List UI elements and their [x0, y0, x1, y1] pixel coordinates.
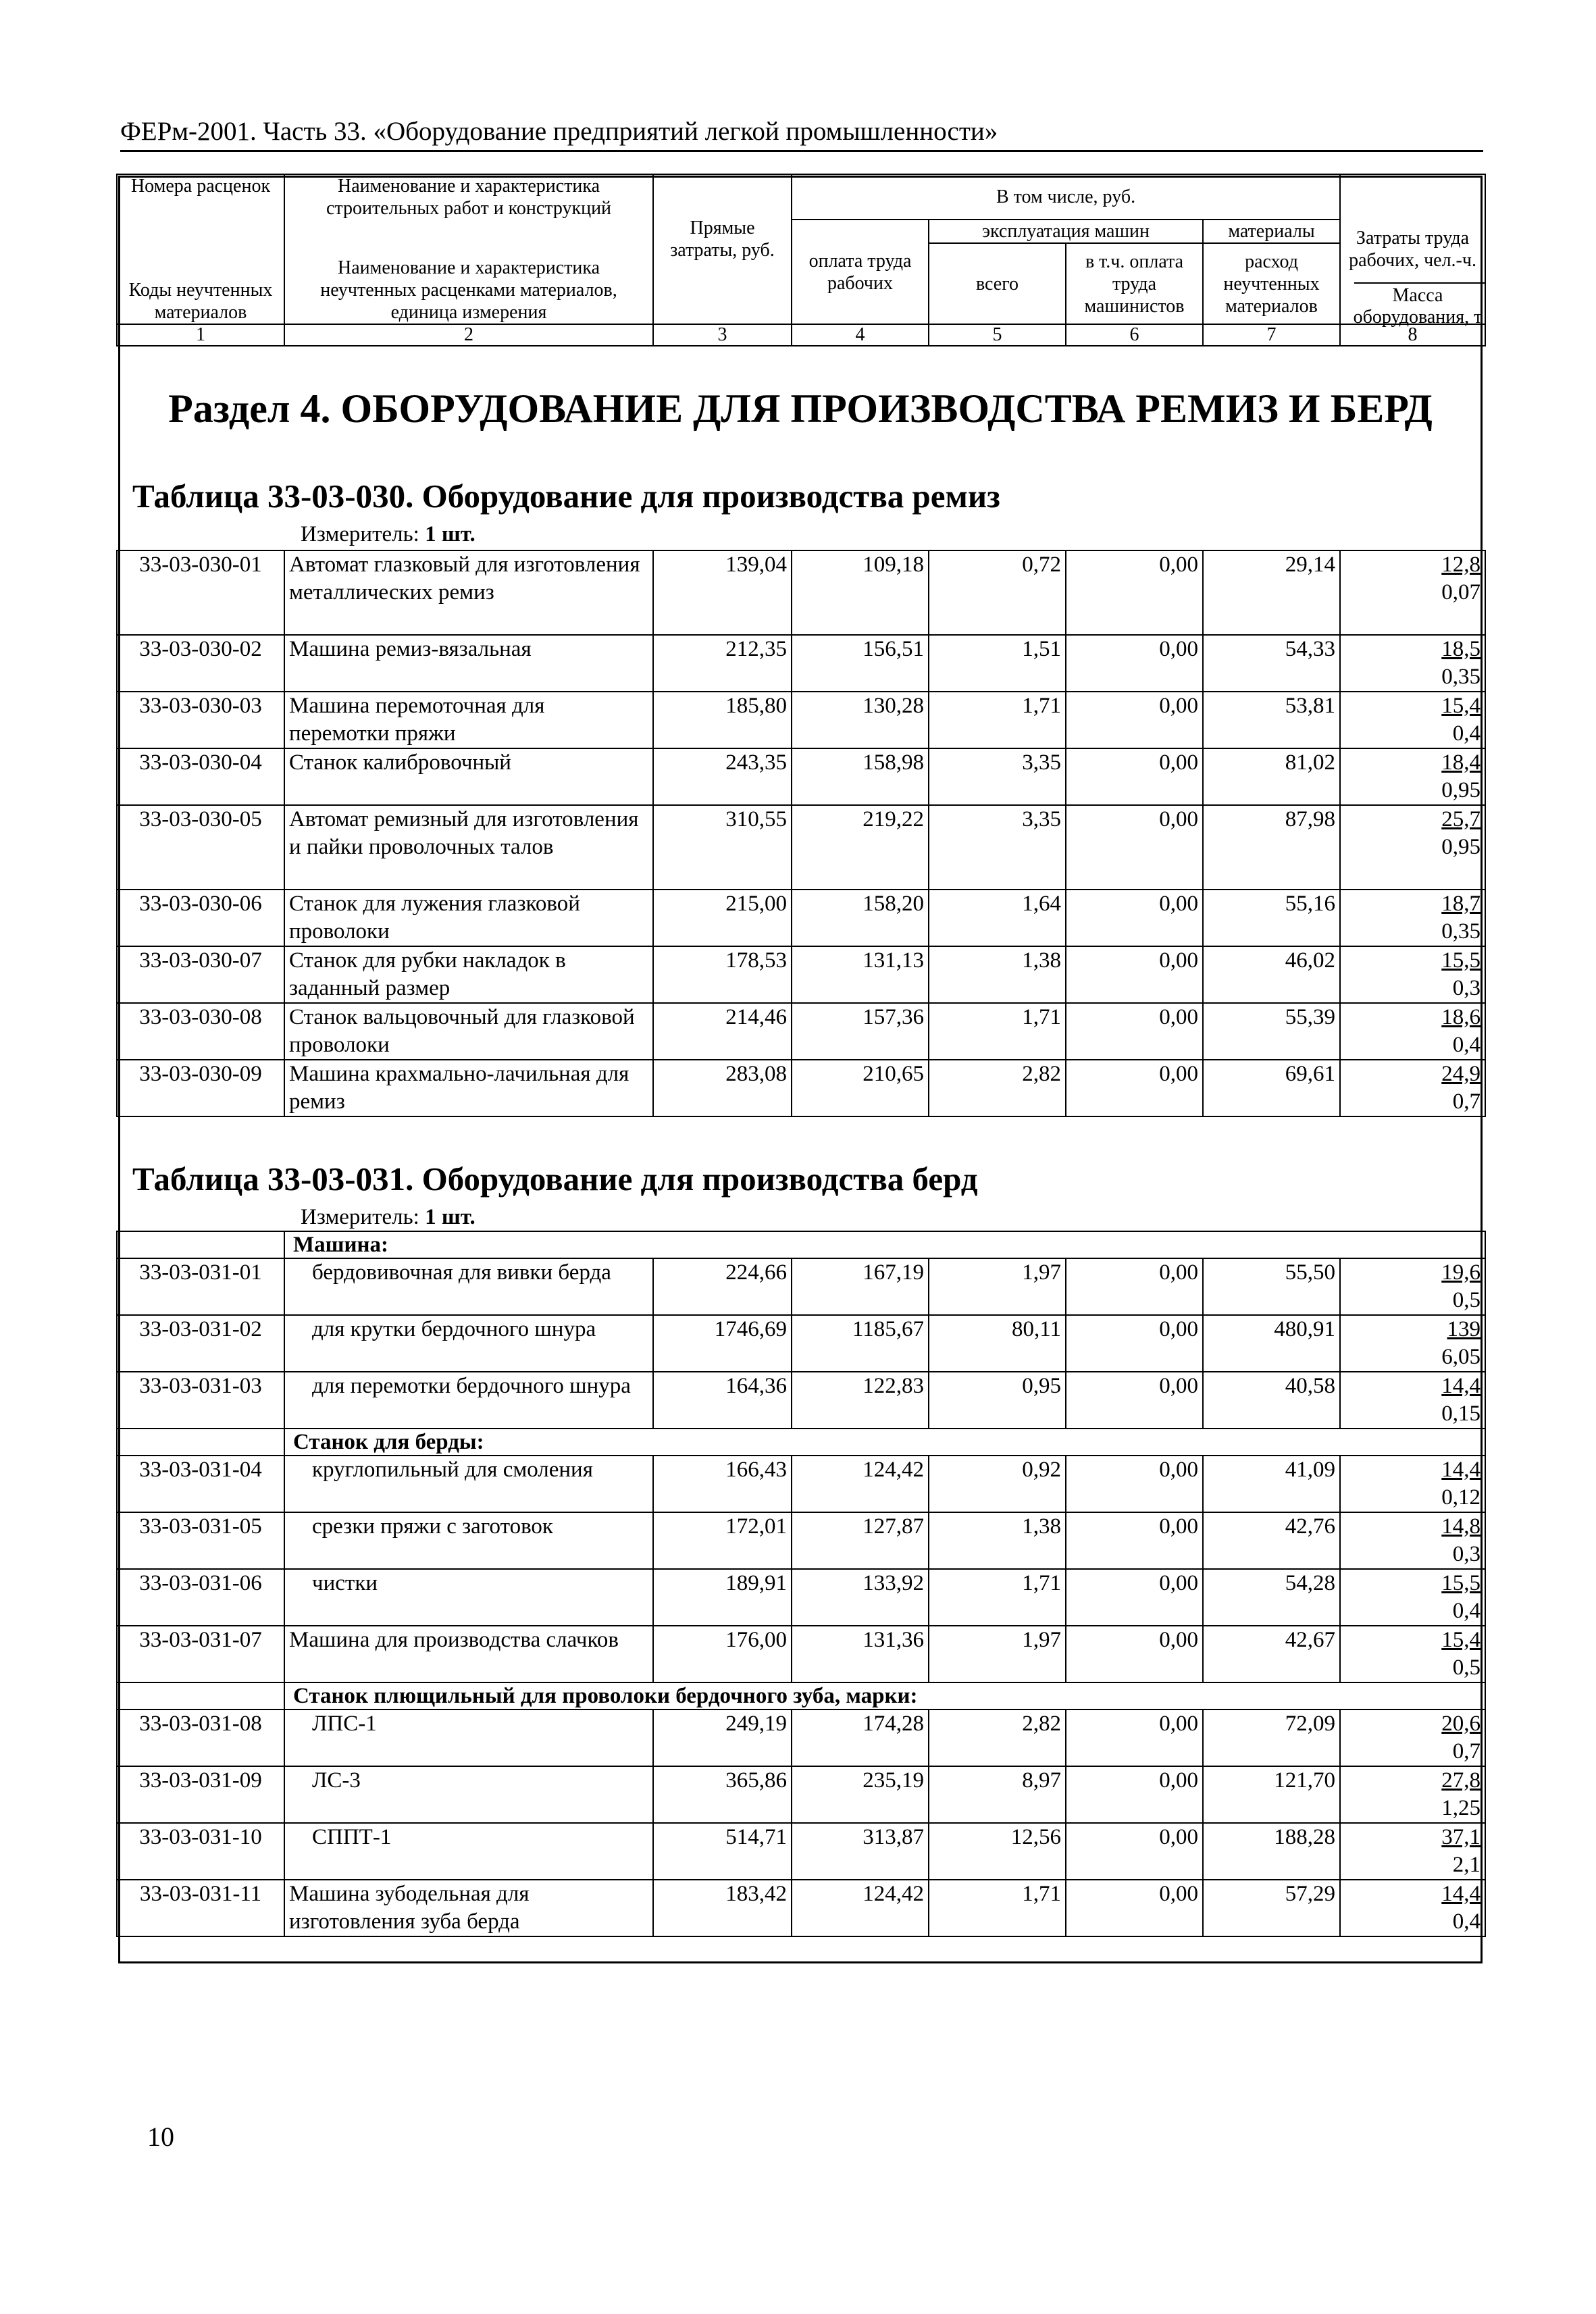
direct-costs: 178,53 [653, 946, 792, 1003]
labor-and-mass [1340, 748, 1485, 805]
table-row [117, 1709, 1485, 1766]
material-costs: 41,09 [1203, 1456, 1340, 1512]
equipment-mass: 0,35 [1441, 919, 1481, 944]
header-work-name: Наименование и характеристика строительных работ и конструкций [284, 174, 653, 220]
machinist-wages: 0,00 [1066, 1823, 1203, 1880]
rate-code: 33-03-030-02 [117, 635, 284, 692]
meter-value: 1 шт. [425, 1205, 475, 1229]
work-name: Машина ремиз-вязальная [284, 635, 653, 692]
labor-costs: 27,8 [1441, 1768, 1481, 1793]
work-name: Машина крахмально-лачильная для ремиз [284, 1060, 653, 1116]
material-costs: 40,58 [1203, 1372, 1340, 1429]
machine-costs: 0,92 [929, 1456, 1066, 1512]
material-costs: 54,33 [1203, 635, 1340, 692]
labor-costs: 19,6 [1441, 1260, 1481, 1285]
labor-costs: 24,9 [1441, 1062, 1481, 1086]
header-labor-costs: Затраты труда рабочих, чел.-ч. [1340, 174, 1485, 324]
header-mass-divider [1354, 282, 1485, 284]
equipment-mass: 0,3 [1452, 976, 1481, 1000]
equipment-mass: 0,95 [1441, 778, 1481, 802]
machinist-wages: 0,00 [1066, 692, 1203, 748]
worker-wages: 210,65 [792, 1060, 929, 1116]
machine-costs: 1,38 [929, 946, 1066, 1003]
direct-costs: 215,00 [653, 890, 792, 946]
material-costs: 188,28 [1203, 1823, 1340, 1880]
direct-costs: 1746,69 [653, 1315, 792, 1372]
worker-wages: 1185,67 [792, 1315, 929, 1372]
machinist-wages: 0,00 [1066, 805, 1203, 890]
work-name: Машина зубодельная для изготовления зуба берда [284, 1880, 653, 1936]
machinist-wages: 0,00 [1066, 890, 1203, 946]
direct-costs: 172,01 [653, 1512, 792, 1569]
meter-label: Измеритель: [301, 1205, 419, 1229]
labor-and-mass [1340, 1766, 1485, 1823]
worker-wages: 109,18 [792, 550, 929, 635]
rate-code: 33-03-031-05 [117, 1512, 284, 1569]
rate-code: 33-03-031-10 [117, 1823, 284, 1880]
equipment-mass: 0,12 [1441, 1485, 1481, 1510]
table2-meter [301, 1204, 475, 1231]
machine-costs: 1,64 [929, 890, 1066, 946]
meter-label: Измеритель: [301, 522, 419, 546]
running-header: ФЕРм-2001. Часть 33. «Оборудование предприятий легкой промышленности» [120, 117, 998, 146]
work-name: ЛС-3 [284, 1766, 653, 1823]
rate-code: 33-03-030-06 [117, 890, 284, 946]
work-name: Автомат глазковый для изготовления металлических ремиз [284, 550, 653, 635]
labor-and-mass [1340, 1315, 1485, 1372]
rate-code: 33-03-031-06 [117, 1569, 284, 1626]
labor-costs: 15,4 [1441, 1628, 1481, 1652]
equipment-mass: 0,15 [1441, 1402, 1481, 1426]
labor-costs: 18,5 [1441, 637, 1481, 661]
table-header [116, 174, 1486, 346]
header-material-consumption: расход неучтенных материалов [1203, 243, 1340, 324]
table-row [117, 635, 1485, 692]
rate-code: 33-03-030-08 [117, 1003, 284, 1060]
table1-body [116, 550, 1486, 1117]
labor-costs: 14,4 [1441, 1882, 1481, 1906]
worker-wages: 157,36 [792, 1003, 929, 1060]
labor-and-mass [1340, 550, 1485, 635]
worker-wages: 156,51 [792, 635, 929, 692]
rate-code: 33-03-031-03 [117, 1372, 284, 1429]
direct-costs: 243,35 [653, 748, 792, 805]
column-number: 5 [929, 324, 1066, 346]
machine-costs: 0,95 [929, 1372, 1066, 1429]
material-costs: 54,28 [1203, 1569, 1340, 1626]
subheading-spacer [117, 1682, 284, 1709]
machine-costs: 1,71 [929, 1569, 1066, 1626]
labor-and-mass [1340, 946, 1485, 1003]
worker-wages: 219,22 [792, 805, 929, 890]
work-name: для крутки бердочного шнура [284, 1315, 653, 1372]
worker-wages: 133,92 [792, 1569, 929, 1626]
rate-code: 33-03-031-11 [117, 1880, 284, 1936]
rate-code: 33-03-031-04 [117, 1456, 284, 1512]
subheading-spacer [117, 1231, 284, 1258]
material-costs: 57,29 [1203, 1880, 1340, 1936]
worker-wages: 131,13 [792, 946, 929, 1003]
material-costs: 81,02 [1203, 748, 1340, 805]
header-material-name: Наименование и характеристика неучтенных расценками материалов, единица измерения [284, 220, 653, 324]
table-row [117, 1372, 1485, 1429]
worker-wages: 174,28 [792, 1709, 929, 1766]
work-name: Станок для лужения глазковой проволоки [284, 890, 653, 946]
material-costs: 69,61 [1203, 1060, 1340, 1116]
direct-costs: 189,91 [653, 1569, 792, 1626]
rate-code: 33-03-030-07 [117, 946, 284, 1003]
material-costs: 55,50 [1203, 1258, 1340, 1315]
machine-costs: 1,38 [929, 1512, 1066, 1569]
rate-code: 33-03-031-01 [117, 1258, 284, 1315]
rate-code: 33-03-031-08 [117, 1709, 284, 1766]
work-name: Машина перемоточная для перемотки пряжи [284, 692, 653, 748]
machine-costs: 1,71 [929, 692, 1066, 748]
labor-and-mass [1340, 1512, 1485, 1569]
work-name: Машина для производства слачков [284, 1626, 653, 1682]
direct-costs: 164,36 [653, 1372, 792, 1429]
work-name: СППТ-1 [284, 1823, 653, 1880]
header-rate-numbers: Номера расценок [117, 174, 284, 220]
subheading-row [117, 1682, 1485, 1709]
equipment-mass: 0,5 [1452, 1288, 1481, 1312]
labor-costs: 12,8 [1441, 552, 1481, 577]
equipment-mass: 0,7 [1452, 1739, 1481, 1764]
table-row [117, 890, 1485, 946]
header-rule [120, 150, 1483, 152]
direct-costs: 514,71 [653, 1823, 792, 1880]
worker-wages: 158,98 [792, 748, 929, 805]
table-row [117, 1003, 1485, 1060]
direct-costs: 176,00 [653, 1626, 792, 1682]
labor-and-mass [1340, 1709, 1485, 1766]
machinist-wages: 0,00 [1066, 550, 1203, 635]
material-costs: 55,16 [1203, 890, 1340, 946]
column-number: 6 [1066, 324, 1203, 346]
column-number: 4 [792, 324, 929, 346]
equipment-mass: 0,4 [1452, 1909, 1481, 1934]
machinist-wages: 0,00 [1066, 1456, 1203, 1512]
equipment-mass: 0,07 [1441, 580, 1481, 605]
labor-and-mass [1340, 1823, 1485, 1880]
table-row [117, 1823, 1485, 1880]
rate-code: 33-03-030-09 [117, 1060, 284, 1116]
table-row [117, 1060, 1485, 1116]
labor-and-mass [1340, 692, 1485, 748]
rate-code: 33-03-031-09 [117, 1766, 284, 1823]
header-materials: материалы [1203, 220, 1340, 243]
table2-body [116, 1231, 1486, 1937]
header-direct-costs: Прямые затраты, руб. [653, 174, 792, 324]
machinist-wages: 0,00 [1066, 1709, 1203, 1766]
column-number: 8 [1340, 324, 1485, 346]
material-costs: 42,76 [1203, 1512, 1340, 1569]
direct-costs: 139,04 [653, 550, 792, 635]
direct-costs: 214,46 [653, 1003, 792, 1060]
machine-costs: 0,72 [929, 550, 1066, 635]
labor-and-mass [1340, 805, 1485, 890]
column-number: 2 [284, 324, 653, 346]
labor-and-mass [1340, 1626, 1485, 1682]
machine-costs: 80,11 [929, 1315, 1066, 1372]
labor-costs: 15,4 [1441, 694, 1481, 718]
work-name: Автомат ремизный для изготовления и пайки проволочных талов [284, 805, 653, 890]
subheading-row [117, 1231, 1485, 1258]
worker-wages: 127,87 [792, 1512, 929, 1569]
header-worker-wages: оплата труда рабочих [792, 220, 929, 324]
material-costs: 72,09 [1203, 1709, 1340, 1766]
machinist-wages: 0,00 [1066, 1060, 1203, 1116]
labor-costs: 18,4 [1441, 750, 1481, 775]
worker-wages: 130,28 [792, 692, 929, 748]
equipment-mass: 1,25 [1441, 1796, 1481, 1820]
machine-costs: 3,35 [929, 805, 1066, 890]
machinist-wages: 0,00 [1066, 748, 1203, 805]
rate-code: 33-03-030-03 [117, 692, 284, 748]
labor-and-mass [1340, 1372, 1485, 1429]
equipment-mass: 0,5 [1452, 1655, 1481, 1680]
work-name: срезки пряжи с заготовок [284, 1512, 653, 1569]
table-row [117, 748, 1485, 805]
table-row [117, 1258, 1485, 1315]
material-costs: 46,02 [1203, 946, 1340, 1003]
direct-costs: 224,66 [653, 1258, 792, 1315]
machinist-wages: 0,00 [1066, 1512, 1203, 1569]
table-row [117, 550, 1485, 635]
direct-costs: 283,08 [653, 1060, 792, 1116]
labor-and-mass [1340, 1456, 1485, 1512]
table-row [117, 805, 1485, 890]
worker-wages: 167,19 [792, 1258, 929, 1315]
machine-costs: 2,82 [929, 1709, 1066, 1766]
labor-costs: 18,7 [1441, 892, 1481, 916]
material-costs: 87,98 [1203, 805, 1340, 890]
table-row [117, 1512, 1485, 1569]
machine-costs: 1,97 [929, 1258, 1066, 1315]
subheading: Станок для берды: [284, 1429, 1485, 1456]
meter-value: 1 шт. [425, 522, 475, 546]
equipment-mass: 0,35 [1441, 665, 1481, 689]
header-material-codes: Коды неучтенных материалов [117, 220, 284, 324]
work-name: ЛПС-1 [284, 1709, 653, 1766]
machinist-wages: 0,00 [1066, 1258, 1203, 1315]
direct-costs: 166,43 [653, 1456, 792, 1512]
labor-costs: 20,6 [1441, 1712, 1481, 1736]
machinist-wages: 0,00 [1066, 635, 1203, 692]
work-name: Станок калибровочный [284, 748, 653, 805]
labor-costs: 139 [1447, 1317, 1481, 1341]
rate-code: 33-03-031-07 [117, 1626, 284, 1682]
rate-code: 33-03-030-01 [117, 550, 284, 635]
direct-costs: 185,80 [653, 692, 792, 748]
header-machinist-wages: в т.ч. оплата труда машинистов [1066, 243, 1203, 324]
column-number: 7 [1203, 324, 1340, 346]
rate-code: 33-03-030-05 [117, 805, 284, 890]
machinist-wages: 0,00 [1066, 1315, 1203, 1372]
page-number: 10 [147, 2122, 174, 2152]
equipment-mass: 0,4 [1452, 721, 1481, 746]
work-name: для перемотки бердочного шнура [284, 1372, 653, 1429]
rate-code: 33-03-031-02 [117, 1315, 284, 1372]
equipment-mass: 6,05 [1441, 1345, 1481, 1369]
header-including-group: В том числе, руб. [792, 174, 1340, 220]
machine-costs: 1,51 [929, 635, 1066, 692]
subheading: Станок плющильный для проволоки бердочного зуба, марки: [284, 1682, 1485, 1709]
header-equipment-mass: Масса оборудования, т [1353, 285, 1483, 328]
rate-code: 33-03-030-04 [117, 748, 284, 805]
equipment-mass: 0,4 [1452, 1599, 1481, 1623]
labor-and-mass [1340, 1003, 1485, 1060]
labor-costs: 25,7 [1441, 807, 1481, 831]
worker-wages: 122,83 [792, 1372, 929, 1429]
column-number: 3 [653, 324, 792, 346]
subheading: Машина: [284, 1231, 1485, 1258]
table-row [117, 1569, 1485, 1626]
worker-wages: 124,42 [792, 1456, 929, 1512]
material-costs: 53,81 [1203, 692, 1340, 748]
worker-wages: 124,42 [792, 1880, 929, 1936]
machine-costs: 1,71 [929, 1880, 1066, 1936]
table-row [117, 692, 1485, 748]
machinist-wages: 0,00 [1066, 1569, 1203, 1626]
table-row [117, 1456, 1485, 1512]
labor-and-mass [1340, 1880, 1485, 1936]
worker-wages: 313,87 [792, 1823, 929, 1880]
machine-costs: 2,82 [929, 1060, 1066, 1116]
equipment-mass: 0,3 [1452, 1542, 1481, 1566]
machinist-wages: 0,00 [1066, 1003, 1203, 1060]
labor-and-mass [1340, 1258, 1485, 1315]
subheading-spacer [117, 1429, 284, 1456]
equipment-mass: 0,95 [1441, 835, 1481, 859]
machine-costs: 1,97 [929, 1626, 1066, 1682]
worker-wages: 235,19 [792, 1766, 929, 1823]
labor-costs: 15,5 [1441, 948, 1481, 973]
machinist-wages: 0,00 [1066, 1626, 1203, 1682]
header-machine-operation: эксплуатация машин [929, 220, 1203, 243]
work-name: Станок для рубки накладок в заданный размер [284, 946, 653, 1003]
direct-costs: 249,19 [653, 1709, 792, 1766]
header-machines-total: всего [929, 243, 1066, 324]
machine-costs: 3,35 [929, 748, 1066, 805]
labor-costs: 14,8 [1441, 1514, 1481, 1539]
equipment-mass: 2,1 [1452, 1853, 1481, 1877]
material-costs: 29,14 [1203, 550, 1340, 635]
labor-costs: 18,6 [1441, 1005, 1481, 1029]
direct-costs: 310,55 [653, 805, 792, 890]
material-costs: 121,70 [1203, 1766, 1340, 1823]
labor-costs: 14,4 [1441, 1458, 1481, 1482]
table-row [117, 1315, 1485, 1372]
machine-costs: 12,56 [929, 1823, 1066, 1880]
table2-title: Таблица 33-03-031. Оборудование для производства берд [132, 1160, 978, 1198]
table-row [117, 946, 1485, 1003]
direct-costs: 183,42 [653, 1880, 792, 1936]
table-row [117, 1626, 1485, 1682]
labor-costs: 15,5 [1441, 1571, 1481, 1595]
material-costs: 55,39 [1203, 1003, 1340, 1060]
table1-meter [301, 521, 475, 548]
machine-costs: 8,97 [929, 1766, 1066, 1823]
material-costs: 42,67 [1203, 1626, 1340, 1682]
labor-costs: 14,4 [1441, 1374, 1481, 1398]
worker-wages: 131,36 [792, 1626, 929, 1682]
section-title: Раздел 4. ОБОРУДОВАНИЕ ДЛЯ ПРОИЗВОДСТВА РЕМИЗ И БЕРД [168, 386, 1433, 431]
equipment-mass: 0,4 [1452, 1033, 1481, 1057]
equipment-mass: 0,7 [1452, 1089, 1481, 1114]
labor-costs: 37,1 [1441, 1825, 1481, 1849]
labor-and-mass [1340, 635, 1485, 692]
table-row [117, 1880, 1485, 1936]
machine-costs: 1,71 [929, 1003, 1066, 1060]
material-costs: 480,91 [1203, 1315, 1340, 1372]
machinist-wages: 0,00 [1066, 1372, 1203, 1429]
work-name: бердовивочная для вивки берда [284, 1258, 653, 1315]
table-row [117, 1766, 1485, 1823]
work-name: круглопильный для смоления [284, 1456, 653, 1512]
labor-and-mass [1340, 890, 1485, 946]
subheading-row [117, 1429, 1485, 1456]
work-name: Станок вальцовочный для глазковой проволоки [284, 1003, 653, 1060]
direct-costs: 212,35 [653, 635, 792, 692]
labor-and-mass [1340, 1060, 1485, 1116]
machinist-wages: 0,00 [1066, 946, 1203, 1003]
worker-wages: 158,20 [792, 890, 929, 946]
table1-title: Таблица 33-03-030. Оборудование для производства ремиз [132, 478, 1000, 515]
column-number: 1 [117, 324, 284, 346]
machinist-wages: 0,00 [1066, 1880, 1203, 1936]
machinist-wages: 0,00 [1066, 1766, 1203, 1823]
direct-costs: 365,86 [653, 1766, 792, 1823]
labor-and-mass [1340, 1569, 1485, 1626]
work-name: чистки [284, 1569, 653, 1626]
